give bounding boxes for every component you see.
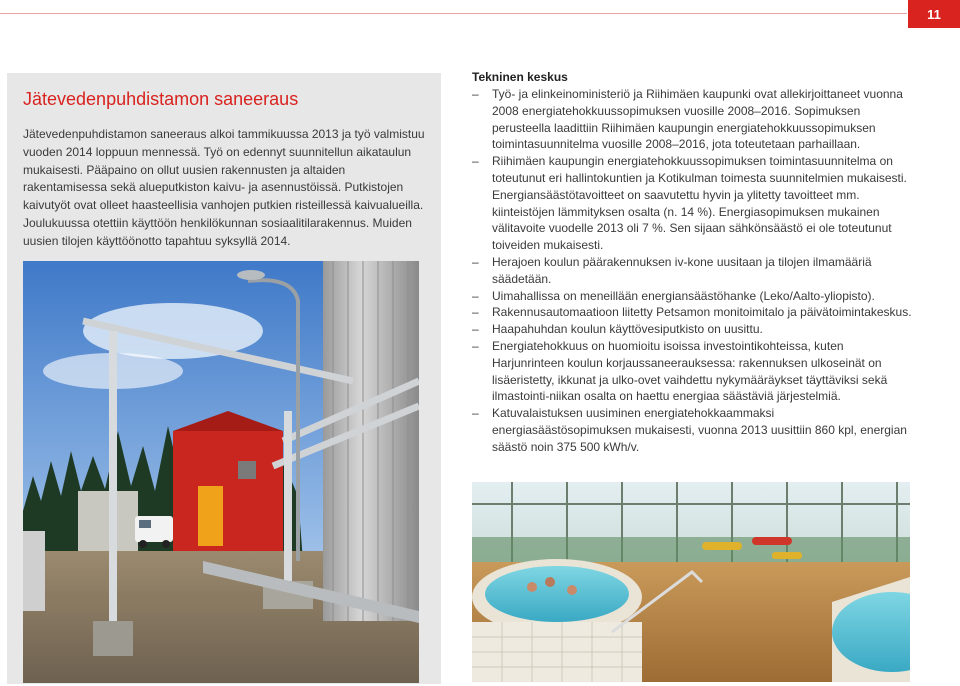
dash-bullet: – [472,338,479,353]
treatment-plant-photo [23,261,419,683]
list-item-text: Riihimäen kaupungin energiatehokkuussopimuksen toimintasuunnitelma on toteutunut eri hallintokuntien ja Kotikulman toimesta suunnitelmien mukaisesti. Energiansäästötavoitteet on saavutettu hyvin ja ylitetty tavoitteet mm. kiinteistöjen lämmityksen osalta (n. 14 %). Energiasopimuksen mukainen välitavoite vuodelle 2013 oli 7 %. Sen sijaan sähkönsäästö ei ole toteutunut toiveiden mukaisesti. [492,154,907,253]
list-item [472,288,912,305]
right-heading: Tekninen keskus [472,70,568,84]
list-item-text: Energiatehokkuus on huomioitu isoissa investointikohteissa, kuten Harjunrinteen koulun korjaussaneerauksessa: rakennuksen ulkoseinät on lisäeristetty, ikkunat ja ulko-ovet vaihdettu nykymääräykset täyttäviksi sekä ilmastointi-niikan osalta on haettu energiaa säästäviä järjestelmiä. [492,338,888,404]
section-title: Jätevedenpuhdistamon saneeraus [23,89,299,109]
dash-bullet: – [472,406,479,421]
list-item-text: Uimahallissa on meneillään energiansäästöhanke (Leko/Aalto-yliopisto). [492,288,875,303]
list-item [472,321,912,338]
list-item [472,304,912,321]
list-item-text: Rakennusautomaatioon liitetty Petsamon monitoimitalo ja päivätoimintakeskus. [492,305,912,320]
list-item [472,153,912,254]
dash-bullet: – [472,288,479,303]
page-number: 11 [908,0,960,28]
list-item-text: Herajoen koulun päärakennuksen iv-kone uusitaan ja tilojen ilmamääriä säädetään. [492,254,872,286]
list-item-text: Katuvalaistuksen uusiminen energiatehokkaammaksi energiasäästösopimuksen mukaisesti, vuonna 2013 uusittiin 860 kpl, energian säästö noin 375 500 kWh/v. [492,406,907,454]
list-item [472,405,912,455]
swimming-hall-photo [472,482,910,682]
list-item-text: Haapahuhdan koulun käyttövesiputkisto on uusittu. [492,322,763,337]
intro-paragraph: Jätevedenpuhdistamon saneeraus alkoi tammikuussa 2013 ja työ valmistuu vuoden 2014 loppuun mennessä. Työ on edennyt suunnitellun aikataulun mukaisesti. Pääpaino on ollut uusien rakennusten ja altaiden rakentamisessa sekä alueputkiston kaivu- ja asennustöissä. Putkistojen kaivutyöt ovat olleet haasteellisia vanhojen putkien risteillessä kaivualueilla. Joulukuussa otettiin käyttöön henkilökunnan sosiaalitilarakennus. Muiden uusien tilojen käyttöönotto tapahtuu syksyllä 2014. [23,127,425,248]
dash-bullet: – [472,305,479,320]
dash-bullet: – [472,254,479,269]
list-item-text: Työ- ja elinkeinoministeriö ja Riihimäen kaupunki ovat allekirjoittaneet vuonna 2008 energiatehokkuussopimuksen vuosille 2008–2016. Sopimuksen perusteella laadittiin Riihimäen kaupungin energiatehokkuussopimuksen toimintasuunnitelma vuosille 2008–2016, jota toteutetaan parhaillaan. [492,87,903,152]
header-rule [0,13,907,14]
list-item [472,86,912,153]
dash-bullet: – [472,322,479,337]
list-item [472,254,912,288]
dash-bullet: – [472,87,479,101]
list-item [472,338,912,405]
dash-bullet: – [472,154,479,169]
bullet-list [472,86,912,456]
